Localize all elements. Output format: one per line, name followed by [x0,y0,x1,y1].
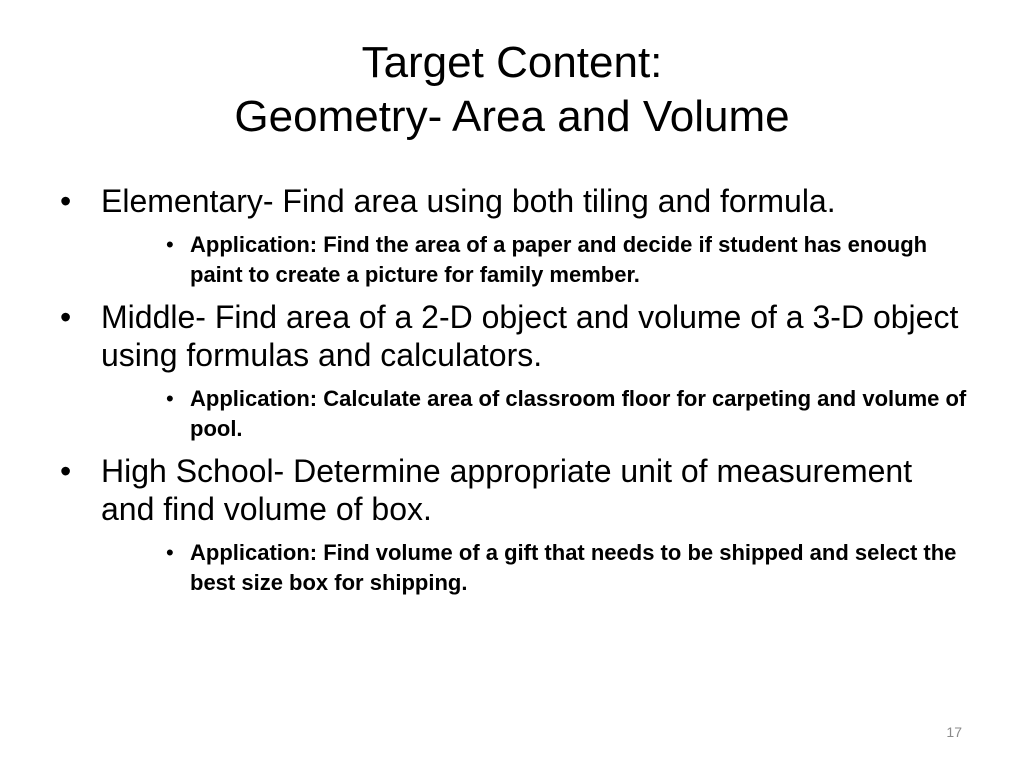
bullet-middle: • Middle- Find area of a 2-D object and volume of a 3-D object using formulas and calculators. [58,298,968,374]
bullet-high-school: • High School- Determine appropriate unit of measurement and find volume of box. [58,452,968,528]
title-line-2: Geometry- Area and Volume [234,92,790,141]
sub-bullet-text: Application: Find volume of a gift that needs to be shipped and select the best size box for shipping. [190,540,957,595]
sub-bullet-elementary [58,230,968,290]
bullet-elementary: • Elementary- Find area using both tiling and formula. [58,182,968,220]
title-line-1: Target Content: [361,38,663,87]
sub-bullet-high-school [58,538,968,598]
slide-title [60,36,964,144]
bullet-list [58,182,968,606]
sub-bullet-text: Application: Calculate area of classroom floor for carpeting and volume of pool. [190,386,967,441]
sub-bullet-middle [58,384,968,444]
bullet-dot-icon: • [166,540,174,565]
page-number: 17 [946,724,962,740]
bullet-dot-icon: • [166,386,174,411]
bullet-dot-icon: • [166,232,174,257]
sub-bullet-text: Application: Find the area of a paper and decide if student has enough paint to create a picture for family member. [190,232,928,287]
